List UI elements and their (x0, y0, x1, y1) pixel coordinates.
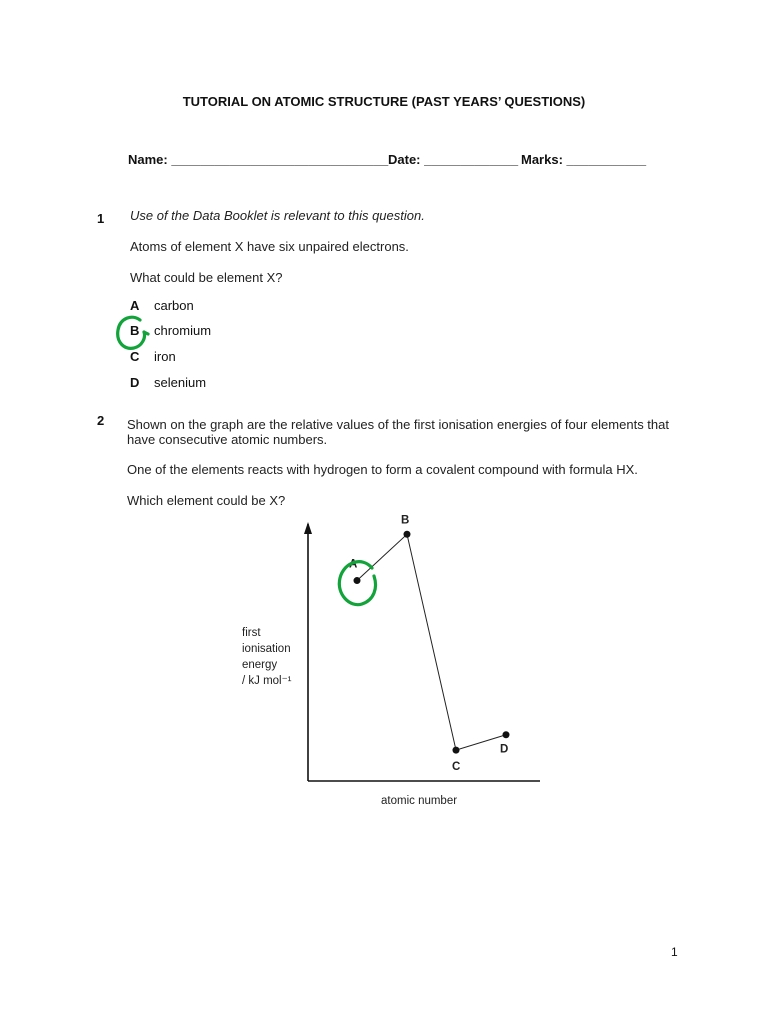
y-axis-label-line3: energy (242, 659, 278, 671)
point-label-d: D (500, 743, 509, 756)
data-point-a (354, 577, 361, 584)
question-2-stem-line2: have consecutive atomic numbers. (127, 432, 328, 447)
point-label-c: C (452, 761, 461, 774)
name-field[interactable]: Name: ______________________________ (128, 152, 389, 167)
q1-option-d-text: selenium (154, 375, 207, 390)
q1-option-a-text: carbon (154, 298, 194, 313)
question-2-stem-line1: Shown on the graph are the relative values of the first ionisation energies of four elements that (127, 417, 669, 432)
question-2-question: Which element could be X? (127, 493, 286, 508)
q1-option-c-letter: C (130, 349, 140, 364)
q1-option-d-letter: D (130, 375, 140, 390)
q1-option-a-letter: A (130, 298, 140, 313)
y-axis-arrow (304, 522, 312, 534)
page-number: 1 (671, 945, 678, 959)
x-axis-label: atomic number (381, 795, 458, 807)
page-title: TUTORIAL ON ATOMIC STRUCTURE (PAST YEARS’ QUESTIONS) (182, 94, 586, 109)
question-2-stem2: One of the elements reacts with hydrogen to form a covalent compound with formula HX. (127, 462, 638, 477)
data-point-b (404, 531, 411, 538)
data-point-d (503, 731, 510, 738)
series-line (357, 534, 506, 750)
q1-option-b-text: chromium (154, 323, 212, 338)
y-axis-label-line4: / kJ mol⁻¹ (242, 675, 292, 687)
q1-option-c-text: iron (154, 349, 176, 364)
date-field[interactable]: Date: _____________ (388, 152, 519, 167)
question-1-number: 1 (97, 211, 105, 226)
question-1-note: Use of the Data Booklet is relevant to this question. (130, 208, 425, 223)
marks-field[interactable]: Marks: ___________ (521, 152, 647, 167)
question-1-stem: Atoms of element X have six unpaired electrons. (130, 239, 409, 254)
question-2-number: 2 (97, 413, 105, 428)
y-axis-label-line2: ionisation (242, 643, 291, 655)
point-label-a: A (349, 558, 358, 571)
data-point-c (453, 747, 460, 754)
point-label-b: B (401, 514, 410, 527)
q1-option-b-letter: B (130, 323, 140, 338)
y-axis-label-line1: first (242, 627, 261, 639)
question-1-question: What could be element X? (130, 270, 283, 285)
